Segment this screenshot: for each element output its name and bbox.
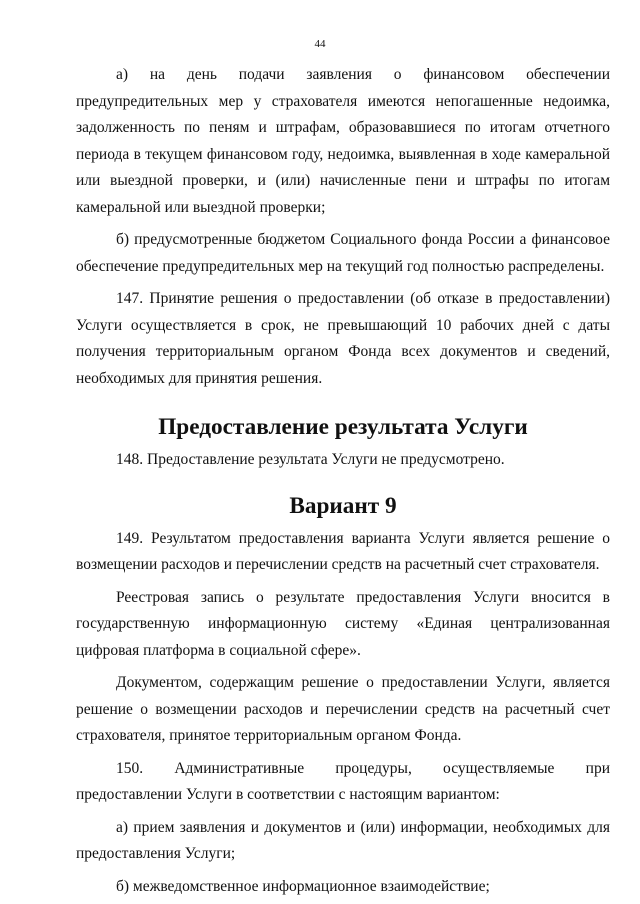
- section-heading-variant: Вариант 9: [289, 493, 397, 519]
- page-content: [76, 62, 610, 900]
- paragraph-b-interagency: б) межведомственное информационное взаимодействие;: [116, 877, 490, 895]
- paragraph-decision-document: Документом, содержащим решение о предоставлении Услуги, является решение о возмещении расходов и перечислении средств на расчетный счет страхователя, принятое территориальным органом Фонда.: [76, 674, 610, 744]
- paragraph-b-budget: б) предусмотренные бюджетом Социального фонда России а финансовое обеспечение предупредительных мер на текущий год полностью распределены.: [76, 231, 610, 275]
- paragraph-registry-record: Реестровая запись о результате предоставления Услуги вносится в государственную информационную систему «Единая централизованная цифровая платформа в социальной сфере».: [76, 588, 610, 659]
- paragraph-150: 150. Административные процедуры, осуществляемые при предоставлении Услуги в соответствии с настоящим вариантом:: [76, 759, 610, 803]
- paragraph-148: 148. Предоставление результата Услуги не предусмотрено.: [116, 450, 505, 468]
- paragraph-149: 149. Результатом предоставления варианта Услуги является решение о возмещении расходов и перечислении средств на расчетный счет страхователя.: [76, 529, 610, 573]
- paragraph-a-arrears: а) на день подачи заявления о финансовом обеспечении предупредительных мер у страхователя имеются непогашенные недоимка, задолженность по пеням и штрафам, образовавшиеся по итогам отчетного периода в текущем финансовом году, недоимка, выявленная в ходе камеральной или выездной проверки, и (или) начисленные пени и штрафы по итогам камеральной или выездной проверки;: [76, 66, 610, 216]
- paragraph-147: 147. Принятие решения о предоставлении (об отказе в предоставлении) Услуги осуществляется в срок, не превышающий 10 рабочих дней с даты получения территориальным органом Фонда всех документов и сведений, необходимых для принятия решения.: [76, 290, 610, 387]
- paragraph-a-reception: а) прием заявления и документов и (или) информации, необходимых для предоставления Услуги;: [76, 818, 610, 862]
- section-heading-result: Предоставление результата Услуги: [158, 414, 528, 440]
- page-number: 44: [314, 38, 326, 50]
